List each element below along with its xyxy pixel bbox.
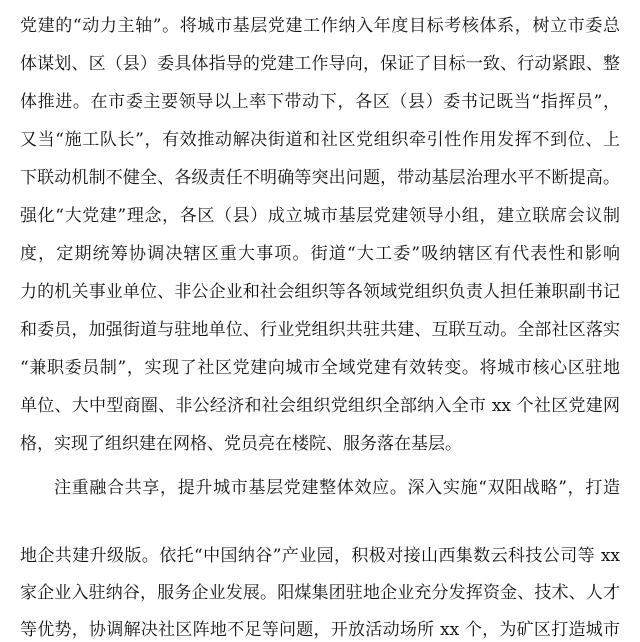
text-line: 度，定期统筹协调决辖区重大事项。街道“大工委”吸纳辖区有代表性和影响 bbox=[20, 244, 620, 264]
text-line: 家企业入驻纳谷，服务企业发展。阳煤集团驻地企业充分发挥资金、技术、人才 bbox=[20, 583, 620, 603]
text-line: 强化“大党建”理念，各区（县）成立城市基层党建领导小组，建立联席会议制 bbox=[20, 206, 620, 226]
text-line: 下联动机制不健全、各级责任不明确等突出问题，带动基层治理水平不断提高。 bbox=[20, 168, 620, 188]
text-line: 和委员，加强街道与驻地单位、行业党组织共驻共建、互联互动。全部社区落实 bbox=[20, 320, 620, 340]
text-line: 体谋划、区（县）委具体指导的党建工作导向，保证了目标一致、行动紧跟、整 bbox=[20, 54, 620, 74]
text-line: 又当“施工队长”，有效推动解决街道和社区党组织牵引性作用发挥不到位、上 bbox=[20, 130, 620, 150]
text-line: 地企共建升级版。依托“中国纳谷”产业园，积极对接山西集数云科技公司等 xx bbox=[20, 546, 620, 566]
text-line: “兼职委员制”，实现了社区党建向城市全域党建有效转变。将城市核心区驻地 bbox=[20, 358, 620, 378]
text-line: 格，实现了组织建在网格、党员亮在楼院、服务落在基层。 bbox=[20, 434, 462, 454]
text-line: 力的机关事业单位、非公企业和社会组织等各领域党组织负责人担任兼职副书记 bbox=[20, 282, 620, 302]
text-line: 体推进。在市委主要领导以上率下带动下，各区（县）委书记既当“指挥员”， bbox=[20, 92, 620, 112]
text-line: 单位、大中型商圈、非公经济和社会组织党组织全部纳入全市 xx 个社区党建网 bbox=[20, 396, 620, 416]
text-line: 等优势，协调解决社区阵地不足等问题，开放活动场所 xx 个，为矿区打造城市 bbox=[20, 620, 620, 640]
paragraph-start-line: 注重融合共享，提升城市基层党建整体效应。深入实施“双阳战略”，打造 bbox=[54, 478, 620, 498]
text-line: 党建的“动力主轴”。将城市基层党建工作纳入年度目标考核体系，树立市委总 bbox=[20, 16, 620, 36]
